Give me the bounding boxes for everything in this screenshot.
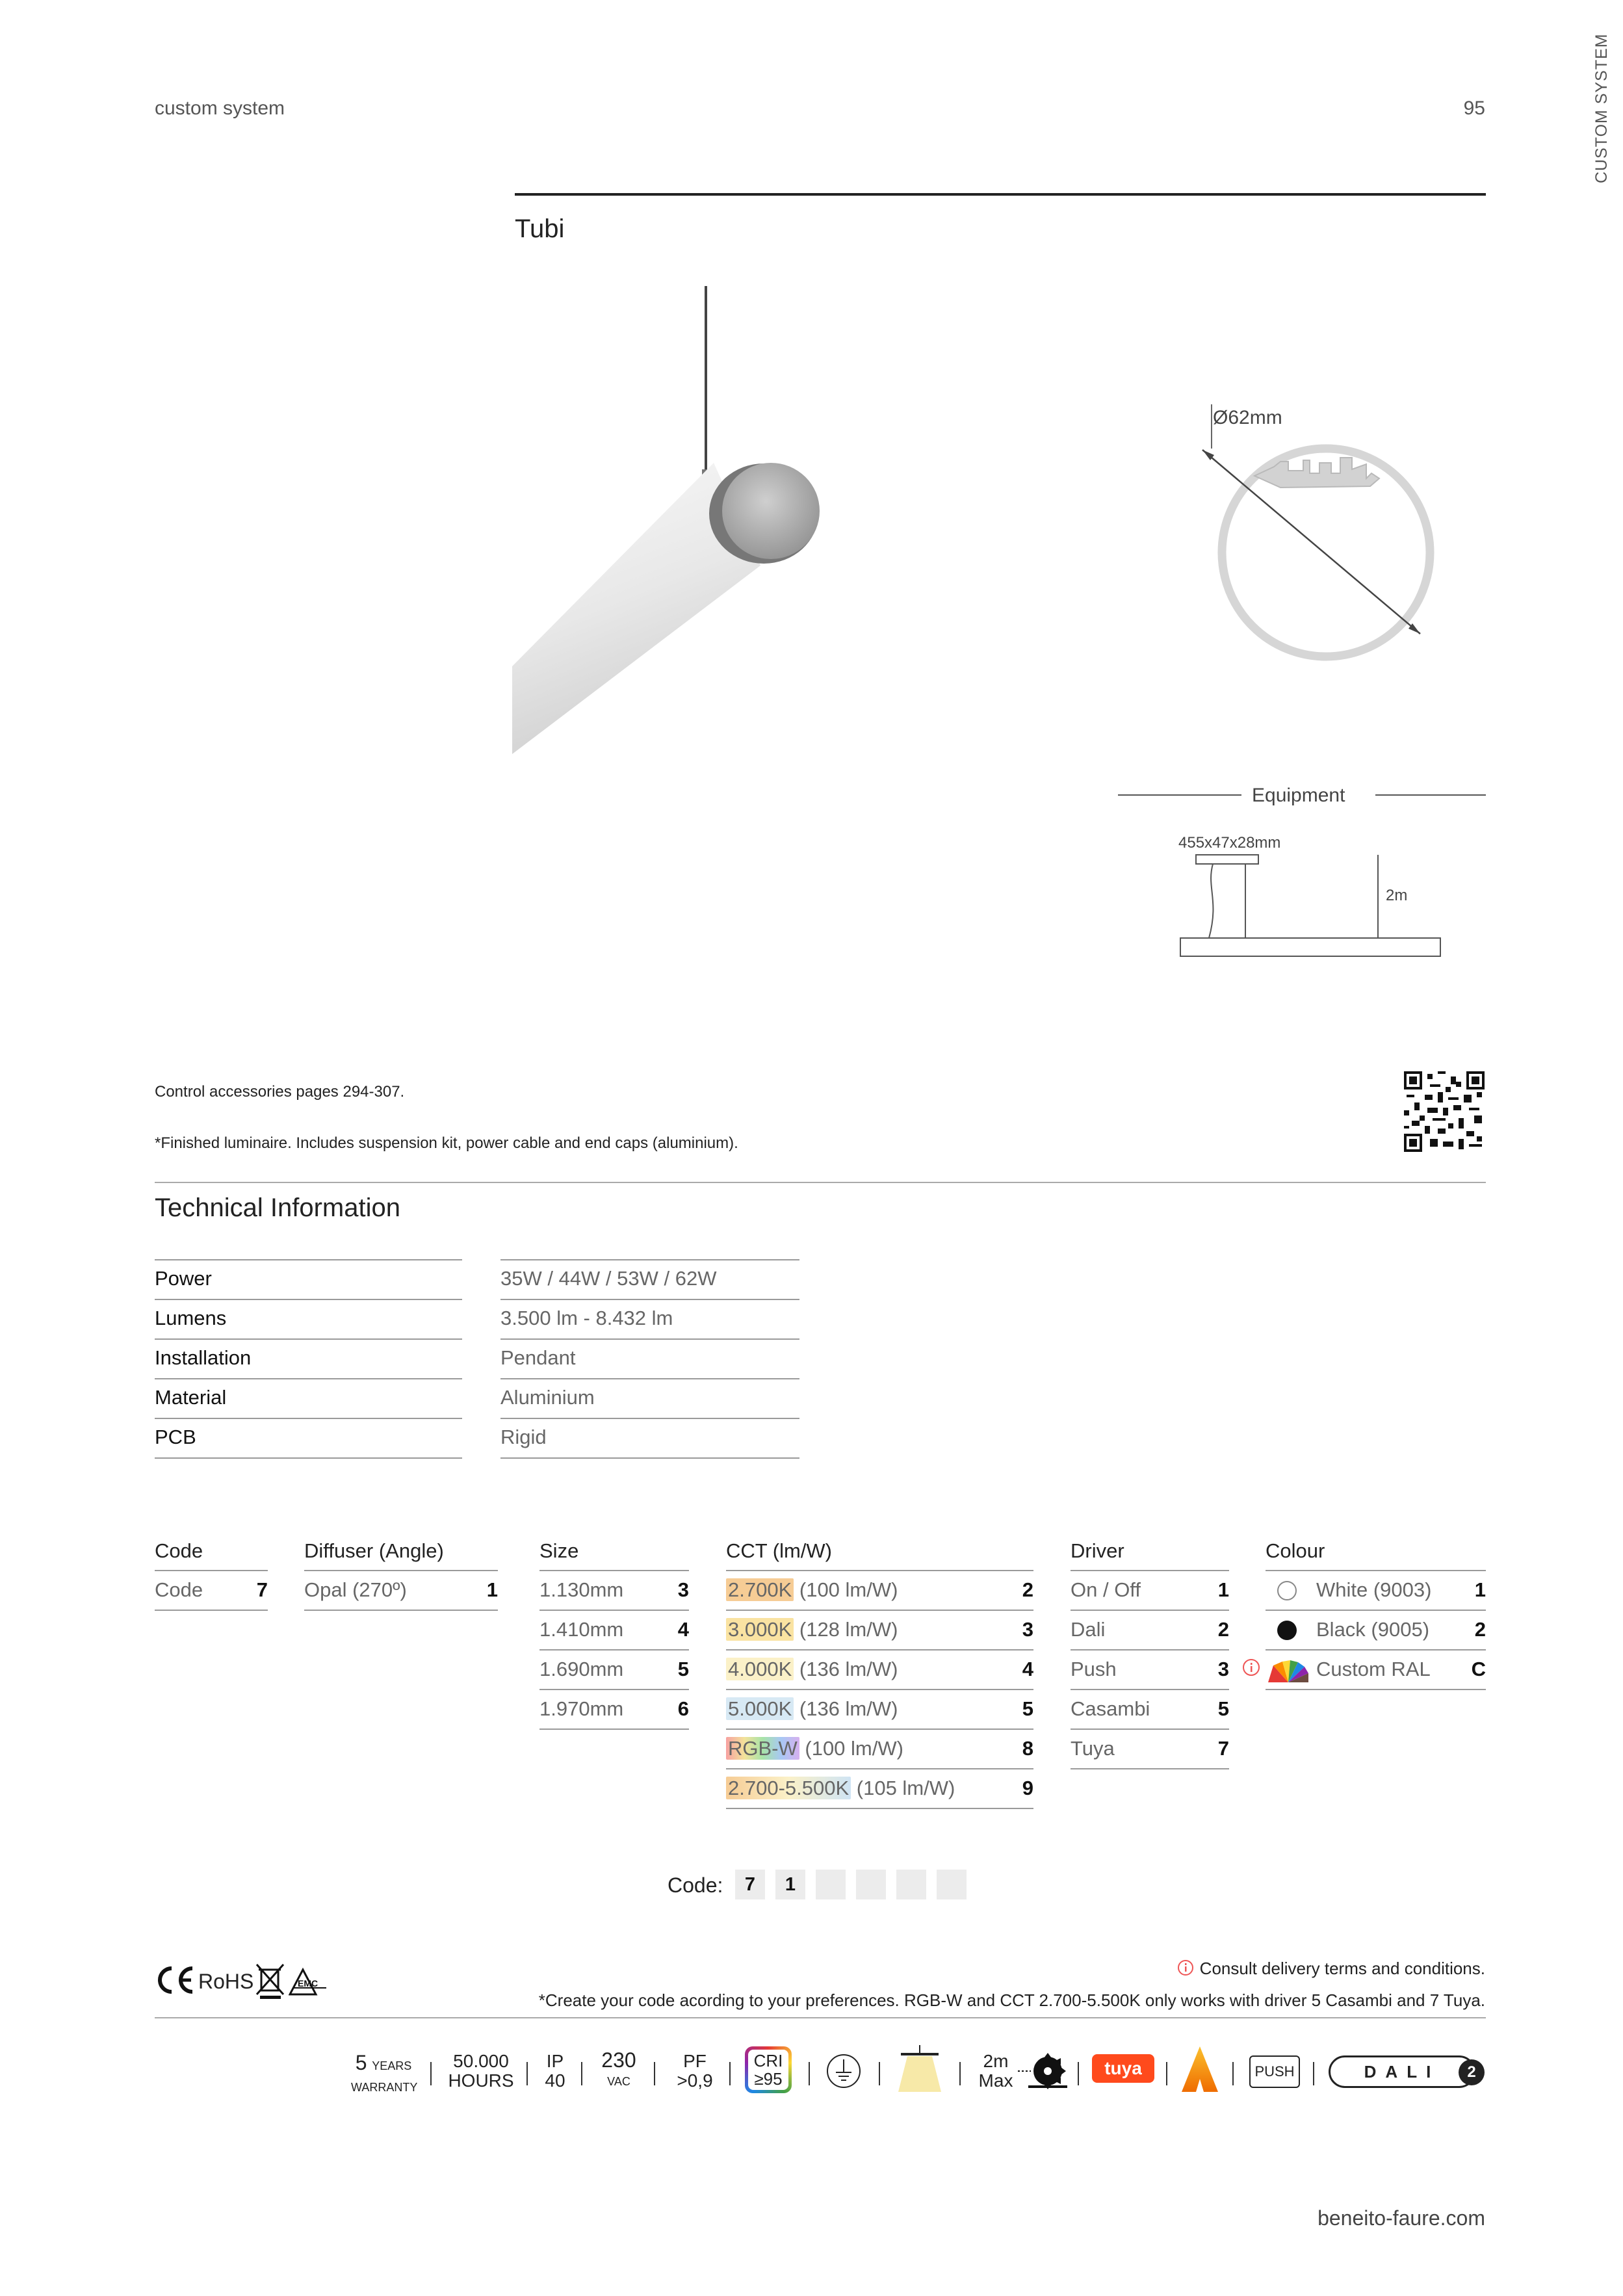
- driver-option[interactable]: On / Off 1: [1071, 1571, 1229, 1611]
- info-icon[interactable]: [1241, 1658, 1261, 1677]
- info-icon: [1176, 1959, 1195, 1977]
- product-title: Tubi: [515, 215, 565, 243]
- tech-value-material: Aluminium: [500, 1378, 799, 1418]
- cct-tag: 2.700K: [726, 1578, 794, 1601]
- cct-tag: 2.700-5.500K: [726, 1777, 851, 1799]
- code-slot[interactable]: [896, 1870, 926, 1899]
- finished-luminaire-note: *Finished luminaire. Includes suspension kit, power cable and end caps (aluminium).: [155, 1134, 738, 1152]
- product-image: [507, 286, 858, 754]
- cable-length-spec: 2m Max: [978, 2051, 1013, 2091]
- tech-value-power: 35W / 44W / 53W / 62W: [500, 1259, 799, 1299]
- spec-separator: [809, 2062, 810, 2085]
- cri-badge: CRI ≥95: [745, 2046, 792, 2093]
- spec-separator: [879, 2062, 880, 2085]
- warranty-spec: 5 YEARS WARRANTY: [351, 2051, 418, 2094]
- colour-option-white[interactable]: White (9003) 1: [1266, 1571, 1486, 1611]
- dali-version-badge: 2: [1459, 2059, 1485, 2085]
- tech-label-material: Material: [155, 1378, 462, 1418]
- size-option[interactable]: 1.970mm 6: [539, 1690, 689, 1730]
- tech-label-power: Power: [155, 1259, 462, 1299]
- equipment-drawing: [1118, 764, 1495, 959]
- svg-text:Equipment: Equipment: [1252, 785, 1345, 806]
- cct-option[interactable]: 2.700-5.500K (105 lm/W) 9: [726, 1769, 1033, 1809]
- code-slot[interactable]: [937, 1870, 967, 1899]
- code-slot[interactable]: 7: [735, 1870, 765, 1899]
- cct-tag: 3.000K: [726, 1618, 794, 1641]
- ral-fan-icon: [1266, 1658, 1311, 1685]
- spec-separator: [1078, 2062, 1079, 2085]
- page-number: 95: [1463, 98, 1485, 119]
- column-header-size: Size: [539, 1539, 579, 1562]
- pendant-light-icon: [897, 2045, 942, 2093]
- column-header-code: Code: [155, 1539, 203, 1562]
- svg-text:2m: 2m: [1386, 887, 1408, 904]
- code-slot[interactable]: [816, 1870, 846, 1899]
- create-code-note: *Create your code acording to your preferences. RGB-W and CCT 2.700-5.500K only works with driver 5 Casambi and 7 Tuya.: [538, 1990, 1485, 2010]
- website-link[interactable]: beneito-faure.com: [1318, 2206, 1485, 2230]
- column-header-colour: Colour: [1266, 1539, 1325, 1562]
- code-option[interactable]: Code 7: [155, 1571, 268, 1611]
- spec-separator: [1232, 2062, 1234, 2085]
- rohs-label: RoHS: [198, 1970, 254, 1993]
- column-header-diffuser: Diffuser (Angle): [304, 1539, 444, 1562]
- column-header-driver: Driver: [1071, 1539, 1124, 1562]
- consult-note: Consult delivery terms and conditions.: [1176, 1959, 1485, 1979]
- tech-table-bottom-rule: [155, 1457, 462, 1459]
- driver-option[interactable]: Tuya 7: [1071, 1730, 1229, 1769]
- technical-information-title: Technical Information: [155, 1194, 400, 1222]
- size-option[interactable]: 1.410mm 4: [539, 1611, 689, 1650]
- driver-option[interactable]: Dali 2: [1071, 1611, 1229, 1650]
- tech-value-pcb: Rigid: [500, 1418, 799, 1457]
- vertical-section-label: CUSTOM SYSTEM: [1592, 33, 1611, 183]
- emc-mark-icon: [289, 1967, 328, 1997]
- white-swatch-icon: [1277, 1581, 1297, 1600]
- driver-option[interactable]: Casambi 5: [1071, 1690, 1229, 1730]
- power-factor-spec: PF >0,9: [677, 2051, 713, 2091]
- black-swatch-icon: [1277, 1621, 1297, 1640]
- colour-option-custom-ral[interactable]: Custom RAL C: [1266, 1650, 1486, 1690]
- tech-value-installation: Pendant: [500, 1338, 799, 1378]
- spec-separator: [581, 2062, 582, 2085]
- cct-option[interactable]: RGB-W (100 lm/W) 8: [726, 1730, 1033, 1769]
- title-divider: [515, 193, 1486, 196]
- spec-separator: [1166, 2062, 1167, 2085]
- footer-divider: [155, 2017, 1486, 2018]
- code-builder-label: Code:: [668, 1873, 723, 1897]
- qr-code[interactable]: [1404, 1071, 1485, 1152]
- push-logo: PUSH: [1249, 2055, 1300, 2088]
- control-accessories-note: Control accessories pages 294-307.: [155, 1083, 405, 1101]
- tuya-logo: tuya: [1092, 2054, 1154, 2083]
- cct-option[interactable]: 3.000K (128 lm/W) 3: [726, 1611, 1033, 1650]
- cct-tag: 4.000K: [726, 1658, 794, 1680]
- spec-separator: [959, 2062, 961, 2085]
- voltage-spec: 230 VAC: [601, 2048, 636, 2088]
- cct-option[interactable]: 5.000K (136 lm/W) 5: [726, 1690, 1033, 1730]
- spec-separator: [526, 2062, 528, 2085]
- casambi-logo-icon: [1180, 2045, 1219, 2093]
- section-name: custom system: [155, 98, 285, 119]
- size-option[interactable]: 1.130mm 3: [539, 1571, 689, 1611]
- svg-text:EMC: EMC: [298, 1978, 318, 1989]
- spec-separator: [729, 2062, 731, 2085]
- earth-ground-icon: [825, 2053, 862, 2089]
- tech-value-lumens: 3.500 lm - 8.432 lm: [500, 1299, 799, 1338]
- svg-text:Ø62mm: Ø62mm: [1213, 407, 1282, 428]
- spec-separator: [1313, 2062, 1314, 2085]
- svg-text:455x47x28mm: 455x47x28mm: [1178, 834, 1281, 852]
- code-slot[interactable]: [856, 1870, 886, 1899]
- spec-separator: [430, 2062, 432, 2085]
- dali-logo: DALI: [1329, 2055, 1475, 2088]
- profile-section-drawing: [1176, 390, 1449, 683]
- diffuser-option[interactable]: Opal (270º) 1: [304, 1571, 498, 1611]
- tech-label-lumens: Lumens: [155, 1299, 462, 1338]
- size-option[interactable]: 1.690mm 5: [539, 1650, 689, 1690]
- tech-table-bottom-rule: [500, 1457, 799, 1459]
- cct-option[interactable]: 2.700K (100 lm/W) 2: [726, 1571, 1033, 1611]
- driver-option[interactable]: Push 3: [1071, 1650, 1229, 1690]
- cct-option[interactable]: 4.000K (136 lm/W) 4: [726, 1650, 1033, 1690]
- code-slot[interactable]: 1: [775, 1870, 805, 1899]
- tech-label-pcb: PCB: [155, 1418, 462, 1457]
- lifetime-hours-spec: 50.000 HOURS: [448, 2051, 514, 2091]
- colour-option-black[interactable]: Black (9005) 2: [1266, 1611, 1486, 1650]
- column-header-cct: CCT (lm/W): [726, 1539, 832, 1562]
- ce-mark-icon: [153, 1964, 196, 1996]
- cct-tag: 5.000K: [726, 1697, 794, 1720]
- tech-label-installation: Installation: [155, 1338, 462, 1378]
- weee-bin-icon: [255, 1962, 286, 2000]
- cct-tag: RGB-W: [726, 1737, 799, 1760]
- technical-divider: [155, 1182, 1486, 1183]
- spec-separator: [654, 2062, 655, 2085]
- ip-rating-spec: IP 40: [545, 2051, 565, 2091]
- saw-cut-icon: [1015, 2049, 1070, 2091]
